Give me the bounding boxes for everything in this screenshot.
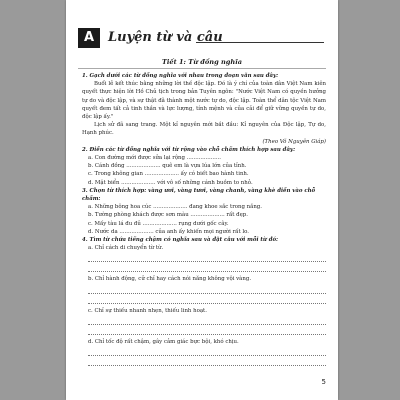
question-2-prompt: 2. Điền các từ đồng nghĩa với từ rộng vào chỗ chấm thích hợp sau đây:: [82, 146, 296, 153]
question-4-item-d: d. Chỉ tốc độ rất chậm, gây cảm giác bực bội, khó chịu.: [88, 338, 239, 345]
section-title: Luyện từ và câu: [108, 30, 223, 45]
question-4-item-b: b. Chỉ hành động, cử chỉ hay cách nói năng không vội vàng.: [88, 276, 252, 283]
answer-line: [88, 315, 326, 325]
question-1-prompt: 1. Gạch dưới các từ đồng nghĩa với nhau trong đoạn văn sau đây:: [82, 73, 279, 79]
section-badge: A: [78, 28, 100, 48]
question-2-item-b: b. Cánh đồng .................... quê em là vựa lúa lớn của tỉnh.: [88, 163, 247, 170]
answer-line: [88, 346, 326, 356]
answer-line: [88, 284, 326, 294]
question-3-prompt: 3. Chọn từ thích hợp: vàng ươi, vàng tươi, vàng chanh, vàng khè điền vào chỗ chấm:: [82, 187, 316, 203]
question-3-item-b: b. Tường phòng khách được sơn màu .................... rất đẹp.: [88, 212, 248, 219]
lesson-title: Tiết 1: Từ đồng nghĩa: [162, 58, 242, 66]
question-2-item-c: c. Trong không gian .................... ấy có biết bao hành tinh.: [88, 171, 249, 178]
question-3-item-d: d. Nước da .................... của anh ấy khiến mọi người rất lo.: [88, 228, 249, 235]
question-1-paragraph-2: Lịch sử đã sang trang. Một kỉ nguyên mới bắt đầu: Kỉ nguyên của Độc lập, Tự do, Hạnh phúc.: [82, 122, 326, 137]
exercise-content: [82, 72, 326, 366]
question-2-item-d: d. Mặt biển .................... với vô số những cánh buồm to nhỏ.: [88, 179, 253, 186]
question-3-item-a: a. Những bông hoa cúc .................... đang khoe sắc trong nắng.: [88, 204, 262, 211]
section-header: [78, 28, 328, 54]
question-1-paragraph-1: Buổi lễ kết thúc bằng những lời thề độc lập. Đó là ý chí của toàn dân Việt Nam kiên quyết thực hiện lời Hồ Chủ tịch trong bản Tuyên ngôn: "Nước Việt Nam có quyền hưởng tự do và độc lập, và sự thật đã thành một nước tự do, độc lập. Toàn thể dân tộc Việt Nam quyết đem tất cả tinh thần và lực lượng, tính mệnh và của cải để giữ vững quyền tự do, độc lập ấy.": [82, 81, 326, 121]
answer-line: [88, 294, 326, 304]
lesson-divider: [78, 68, 326, 69]
question-4-prompt: 4. Tìm từ chứa tiếng chậm có nghĩa sau và đặt câu với mỗi từ đó:: [82, 237, 279, 244]
question-4-item-c: c. Chỉ sự thiếu nhanh nhẹn, thiếu linh hoạt.: [88, 307, 207, 314]
question-1-source: (Theo Võ Nguyên Giáp): [262, 138, 326, 145]
answer-line: [88, 325, 326, 335]
answer-line: [88, 252, 326, 262]
answer-line: [88, 356, 326, 366]
page-number: 5: [321, 378, 326, 386]
question-3-item-c: c. Mấy tàu lá đu đủ .................... rụng dưới gốc cây.: [88, 220, 229, 227]
workbook-page: [66, 0, 338, 400]
section-underline: [196, 42, 324, 43]
answer-line: [88, 262, 326, 272]
question-2-item-a: a. Con đường mới được sửa lại rộng ....................: [88, 155, 221, 162]
question-4-item-a: a. Chỉ cách di chuyển từ từ.: [88, 245, 164, 252]
